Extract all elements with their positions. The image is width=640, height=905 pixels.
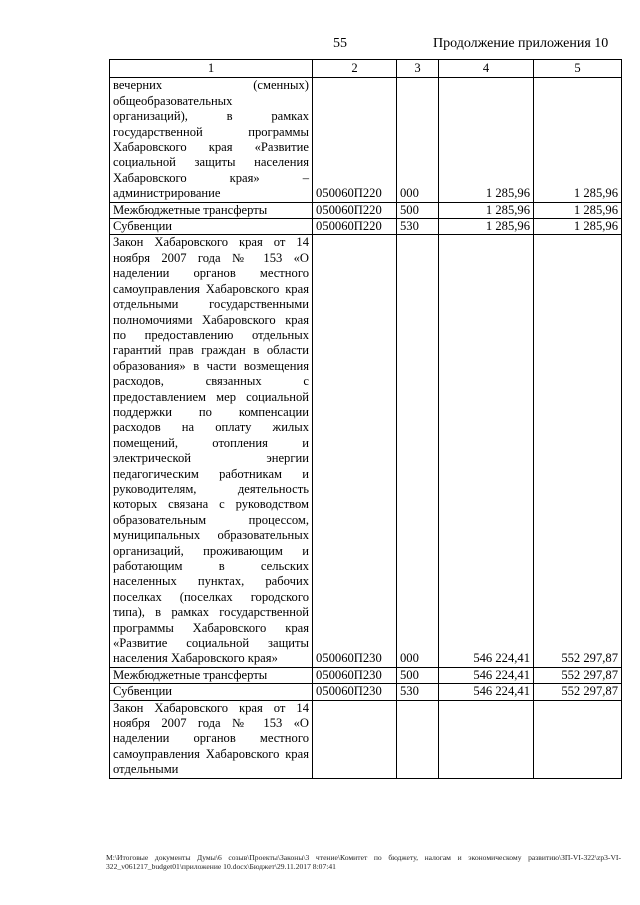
row-amount-year-2: 1 285,96 (534, 219, 622, 235)
column-number-row (110, 60, 622, 78)
table-row (110, 667, 622, 683)
row-amount-year-2: 1 285,96 (534, 202, 622, 218)
row-amount-year-2: 1 285,96 (534, 78, 622, 202)
row-name: Межбюджетные трансферты (110, 202, 313, 218)
row-name: Субвенции (110, 219, 313, 235)
row-target-code: 050060П220 (313, 219, 397, 235)
row-amount-year-1: 546 224,41 (439, 684, 534, 700)
row-amount-year-1: 546 224,41 (439, 667, 534, 683)
row-target-code: 050060П220 (313, 202, 397, 218)
row-name: Закон Хабаровского края от 14 ноября 2007 года № 153 «О наделении органов местного самоуправления Хабаровского края отдельными (110, 700, 313, 778)
column-header-5: 5 (534, 60, 622, 78)
column-header-1: 1 (110, 60, 313, 78)
table-row (110, 78, 622, 202)
column-header-3: 3 (397, 60, 439, 78)
row-amount-year-1: 1 285,96 (439, 202, 534, 218)
row-amount-year-2 (534, 700, 622, 778)
row-target-code: 050060П230 (313, 235, 397, 667)
column-header-4: 4 (439, 60, 534, 78)
row-amount-year-1: 546 224,41 (439, 235, 534, 667)
table-row (110, 235, 622, 667)
table-row (110, 202, 622, 218)
document-file-path: M:\Итоговые документы Думы\6 созыв\Проекты\Законы\3 чтение\Комитет по бюджету, налогам и экономическому развитию\ЗП-VI-322\zp3-VI-322_v061217_budget01\приложение 10.docx\Бюджет\29.11.2017 8:07:41 (106, 853, 621, 872)
row-expense-type: 000 (397, 235, 439, 667)
row-target-code: 050060П230 (313, 667, 397, 683)
row-expense-type: 530 (397, 219, 439, 235)
row-name: Субвенции (110, 684, 313, 700)
row-expense-type: 500 (397, 202, 439, 218)
row-amount-year-1 (439, 700, 534, 778)
row-target-code: 050060П220 (313, 78, 397, 202)
row-amount-year-1: 1 285,96 (439, 219, 534, 235)
row-expense-type (397, 700, 439, 778)
row-expense-type: 500 (397, 667, 439, 683)
row-target-code: 050060П230 (313, 684, 397, 700)
row-name: Межбюджетные трансферты (110, 667, 313, 683)
row-name: Закон Хабаровского края от 14 ноября 2007 года № 153 «О наделении органов местного самоуправления Хабаровского края отдельными государственными полномочиями Хабаровского края по предоставлению отдельных гарантий прав граждан в области образования» в части возмещения расходов, связанных с предоставлением мер социальной поддержки по компенсации расходов на оплату жилых помещений, отопления и электрической энергии педагогическим работникам и руководителям, деятельность которых связана с руководством образовательным процессом, муниципальных образовательных организаций, проживающим и работающим в сельских населенных пунктах, рабочих поселках (поселках городского типа), в рамках государственной программы Хабаровского края «Развитие социальной защиты населения Хабаровского края» (110, 235, 313, 667)
row-amount-year-1: 1 285,96 (439, 78, 534, 202)
row-amount-year-2: 552 297,87 (534, 235, 622, 667)
row-amount-year-2: 552 297,87 (534, 684, 622, 700)
row-expense-type: 000 (397, 78, 439, 202)
table-row (110, 684, 622, 700)
page-number: 55 (333, 36, 347, 51)
column-header-2: 2 (313, 60, 397, 78)
row-name: вечерних (сменных) общеобразовательных организаций), в рамках государственной программы Хабаровского края «Развитие социальной защиты населения Хабаровского края» – администрирование (110, 78, 313, 202)
row-target-code (313, 700, 397, 778)
row-amount-year-2: 552 297,87 (534, 667, 622, 683)
table-header (110, 60, 622, 78)
budget-table (109, 59, 622, 779)
table-row (110, 219, 622, 235)
table-row-continued (110, 700, 622, 778)
row-expense-type: 530 (397, 684, 439, 700)
appendix-continuation-label: Продолжение приложения 10 (433, 36, 609, 51)
